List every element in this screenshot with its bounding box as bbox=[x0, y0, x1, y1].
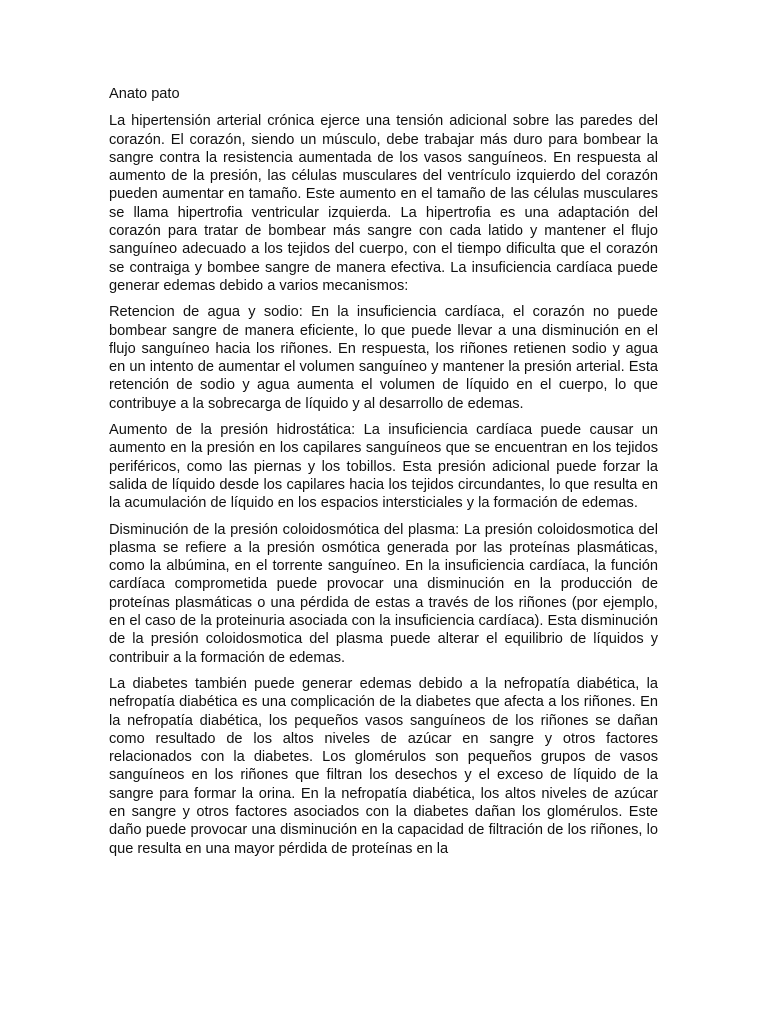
paragraph-hypertension: La hipertensión arterial crónica ejerce una tensión adicional sobre las paredes del corazón. El corazón, siendo un músculo, debe trabajar más duro para bombear la sangre contra la resistencia aumentada de los vasos sanguíneos. En respuesta al aumento de la presión, las células musculares del ventrículo izquierdo del corazón pueden aumentar en tamaño. Este aumento en el tamaño de las células musculares se llama hipertrofia ventricular izquierda. La hipertrofia es una adaptación del corazón para tratar de bombear más sangre con cada latido y mantener el flujo sanguíneo adecuado a los tejidos del cuerpo, con el tiempo dificulta que el corazón se contraiga y bombee sangre de manera efectiva. La insuficiencia cardíaca puede generar edemas debido a varios mecanismos: bbox=[109, 113, 658, 294]
paragraph-hydrostatic-pressure: Aumento de la presión hidrostática: La insuficiencia cardíaca puede causar un aumento en la presión en los capilares sanguíneos que se encuentran en los tejidos periféricos, como las piernas y los tobillos. Esta presión adicional puede forzar la salida de líquido desde los capilares hacia los tejidos circundantes, lo que resulta en la acumulación de líquido en los espacios intersticiales y la formación de edemas. bbox=[109, 422, 658, 512]
document-page bbox=[109, 85, 658, 866]
paragraph-water-sodium-retention: Retencion de agua y sodio: En la insuficiencia cardíaca, el corazón no puede bombear sangre de manera eficiente, lo que puede llevar a una disminución en el flujo sanguíneo hacia los riñones. En respuesta, los riñones retienen sodio y agua en un intento de aumentar el volumen sanguíneo y mantener la presión arterial. Esta retención de sodio y agua aumenta el volumen de líquido en el cuerpo, lo que contribuye a la sobrecarga de líquido y al desarrollo de edemas. bbox=[109, 304, 658, 412]
paragraph-colloid-osmotic-pressure: Disminución de la presión coloidosmótica del plasma: La presión coloidosmotica del plasma se refiere a la presión osmótica generada por las proteínas plasmáticas, como la albúmina, en el torrente sanguíneo. En la insuficiencia cardíaca, la función cardíaca comprometida puede provocar una disminución en la producción de proteínas plasmáticas o una pérdida de estas a través de los riñones (por ejemplo, en el caso de la proteinuria asociada con la insuficiencia cardíaca). Esta disminución de la presión coloidosmotica del plasma puede alterar el equilibrio de líquidos y contribuir a la formación de edemas. bbox=[109, 521, 658, 666]
document-title: Anato pato bbox=[109, 86, 180, 102]
paragraph-diabetic-nephropathy: La diabetes también puede generar edemas debido a la nefropatía diabética, la nefropatía diabética es una complicación de la diabetes que afecta a los riñones. En la nefropatía diabética, los pequeños vasos sanguíneos de los riñones se dañan como resultado de los altos niveles de azúcar en sangre y otros factores relacionados con la diabetes. Los glomérulos son pequeños grupos de vasos sanguíneos en los riñones que filtran los desechos y el exceso de líquido de la sangre para formar la orina. En la nefropatía diabética, los altos niveles de azúcar en sangre y otros factores asociados con la diabetes dañan los glomérulos. Este daño puede provocar una disminución en la capacidad de filtración de los riñones, lo que resulta en una mayor pérdida de proteínas en la bbox=[109, 675, 658, 857]
